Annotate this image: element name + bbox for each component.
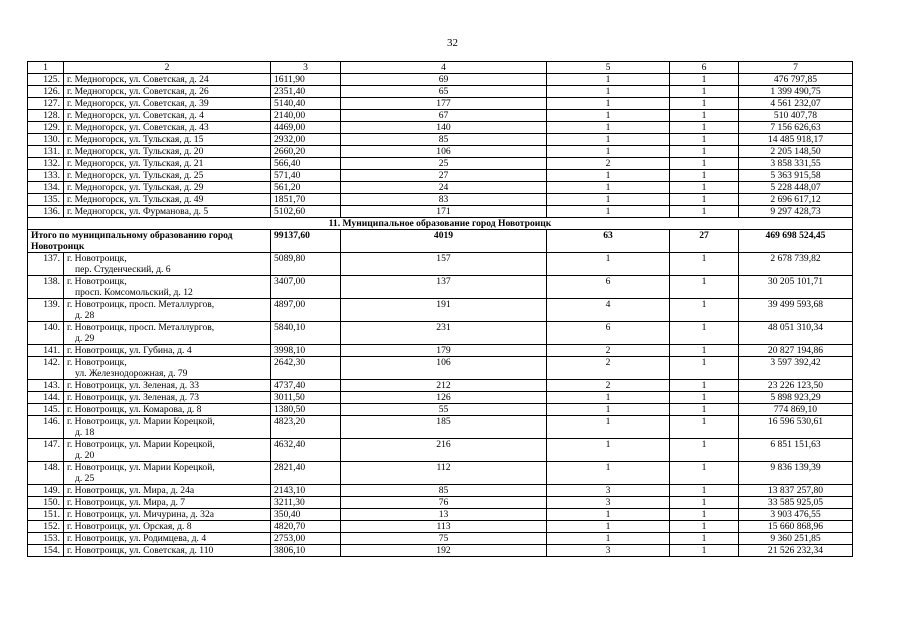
area-cell: 4737,40 <box>271 380 341 392</box>
area-cell: 5140,40 <box>271 98 341 110</box>
table-row <box>28 74 853 86</box>
address-line: г. Новотроицк, ул. Марии Корецкой, <box>67 439 215 450</box>
row-number: 141. <box>28 345 64 357</box>
amount-cell: 39 499 593,68 <box>739 299 853 322</box>
address-line: г. Медногорск, ул. Советская, д. 24 <box>67 74 209 85</box>
col4-cell: 177 <box>341 98 547 110</box>
col4-cell: 25 <box>341 158 547 170</box>
area-cell: 5089,80 <box>271 253 341 276</box>
col4-cell: 24 <box>341 182 547 194</box>
row-number: 142. <box>28 357 64 380</box>
row-number: 152. <box>28 521 64 533</box>
amount-cell: 15 660 868,96 <box>739 521 853 533</box>
address-line: г. Новотроицк, просп. Металлургов, <box>67 322 215 333</box>
amount-cell: 476 797,85 <box>739 74 853 86</box>
table-row <box>28 485 853 497</box>
housing-table <box>27 61 853 557</box>
total-amount: 469 698 524,45 <box>739 230 853 253</box>
area-cell: 1851,70 <box>271 194 341 206</box>
row-number: 129. <box>28 122 64 134</box>
col4-cell: 157 <box>341 253 547 276</box>
row-number: 154. <box>28 545 64 557</box>
address-line: ул. Железнодорожная, д. 79 <box>75 368 188 379</box>
table-header-row <box>28 62 853 74</box>
address-cell <box>64 110 271 122</box>
row-number: 125. <box>28 74 64 86</box>
row-number: 130. <box>28 134 64 146</box>
address-line: пер. Студенческий, д. 6 <box>75 264 171 275</box>
table-row <box>28 380 853 392</box>
table-row <box>28 182 853 194</box>
amount-cell: 2 696 617,12 <box>739 194 853 206</box>
address-line: г. Медногорск, ул. Советская, д. 43 <box>67 122 209 133</box>
header-cell: 2 <box>64 62 271 74</box>
amount-cell: 4 561 232,07 <box>739 98 853 110</box>
col5-cell: 2 <box>547 158 670 170</box>
col5-cell: 3 <box>547 485 670 497</box>
area-cell: 561,20 <box>271 182 341 194</box>
row-number: 146. <box>28 416 64 439</box>
col4-cell: 76 <box>341 497 547 509</box>
col4-cell: 212 <box>341 380 547 392</box>
col5-cell: 1 <box>547 253 670 276</box>
table-row <box>28 462 853 485</box>
col5-cell: 1 <box>547 416 670 439</box>
area-cell: 2351,40 <box>271 86 341 98</box>
area-cell: 4469,00 <box>271 122 341 134</box>
col6-cell: 1 <box>670 404 739 416</box>
col4-cell: 192 <box>341 545 547 557</box>
col4-cell: 65 <box>341 86 547 98</box>
address-cell <box>64 392 271 404</box>
address-cell <box>64 276 271 299</box>
table-row <box>28 146 853 158</box>
amount-cell: 510 407,78 <box>739 110 853 122</box>
table-row <box>28 122 853 134</box>
col6-cell: 1 <box>670 182 739 194</box>
section-header-row <box>28 218 853 230</box>
area-cell: 4632,40 <box>271 439 341 462</box>
table-row <box>28 345 853 357</box>
col5-cell: 1 <box>547 74 670 86</box>
header-cell: 3 <box>271 62 341 74</box>
address-line: г. Новотроицк, ул. Марии Корецкой, <box>67 416 215 427</box>
table-row <box>28 276 853 299</box>
address-cell <box>64 134 271 146</box>
amount-cell: 5 898 923,29 <box>739 392 853 404</box>
address-line: г. Новотроицк, ул. Комарова, д. 8 <box>67 404 202 415</box>
col4-cell: 13 <box>341 509 547 521</box>
table-row <box>28 497 853 509</box>
col5-cell: 1 <box>547 194 670 206</box>
table-row <box>28 134 853 146</box>
amount-cell: 30 205 101,71 <box>739 276 853 299</box>
col5-cell: 1 <box>547 170 670 182</box>
col5-cell: 1 <box>547 509 670 521</box>
col6-cell: 1 <box>670 521 739 533</box>
address-cell <box>64 206 271 218</box>
header-cell: 7 <box>739 62 853 74</box>
col6-cell: 1 <box>670 134 739 146</box>
col5-cell: 1 <box>547 182 670 194</box>
address-line: г. Новотроицк, ул. Орская, д. 8 <box>67 521 192 532</box>
col5-cell: 1 <box>547 439 670 462</box>
row-number: 139. <box>28 299 64 322</box>
address-line: г. Медногорск, ул. Тульская, д. 25 <box>67 170 204 181</box>
area-cell: 2140,00 <box>271 110 341 122</box>
amount-cell: 2 205 148,50 <box>739 146 853 158</box>
col5-cell: 1 <box>547 134 670 146</box>
col4-cell: 67 <box>341 110 547 122</box>
table-row <box>28 521 853 533</box>
address-line: д. 20 <box>75 450 95 461</box>
col6-cell: 1 <box>670 545 739 557</box>
total-col6: 27 <box>670 230 739 253</box>
table-row <box>28 299 853 322</box>
col4-cell: 179 <box>341 345 547 357</box>
table-row <box>28 509 853 521</box>
address-cell <box>64 122 271 134</box>
col5-cell: 1 <box>547 462 670 485</box>
row-number: 149. <box>28 485 64 497</box>
area-cell: 3806,10 <box>271 545 341 557</box>
col6-cell: 1 <box>670 158 739 170</box>
area-cell: 350,40 <box>271 509 341 521</box>
total-col4: 4019 <box>341 230 547 253</box>
row-number: 151. <box>28 509 64 521</box>
amount-cell: 23 226 123,50 <box>739 380 853 392</box>
table-row <box>28 170 853 182</box>
amount-cell: 2 678 739,82 <box>739 253 853 276</box>
area-cell: 3407,00 <box>271 276 341 299</box>
amount-cell: 774 869,10 <box>739 404 853 416</box>
address-cell <box>64 322 271 345</box>
address-cell <box>64 182 271 194</box>
address-line: д. 29 <box>75 333 95 344</box>
area-cell: 2932,00 <box>271 134 341 146</box>
col4-cell: 69 <box>341 74 547 86</box>
col6-cell: 1 <box>670 146 739 158</box>
table-row <box>28 98 853 110</box>
address-line: г. Новотроицк, <box>67 276 127 287</box>
amount-cell: 33 585 925,05 <box>739 497 853 509</box>
address-line: г. Новотроицк, просп. Металлургов, <box>67 299 215 310</box>
row-number: 153. <box>28 533 64 545</box>
address-line: г. Медногорск, ул. Фурманова, д. 5 <box>67 206 209 217</box>
amount-cell: 7 156 626,63 <box>739 122 853 134</box>
address-cell <box>64 253 271 276</box>
amount-cell: 9 836 139,39 <box>739 462 853 485</box>
table-row <box>28 533 853 545</box>
col6-cell: 1 <box>670 122 739 134</box>
address-cell <box>64 146 271 158</box>
col6-cell: 1 <box>670 439 739 462</box>
col5-cell: 1 <box>547 122 670 134</box>
table-row <box>28 545 853 557</box>
row-number: 143. <box>28 380 64 392</box>
col4-cell: 140 <box>341 122 547 134</box>
col6-cell: 1 <box>670 299 739 322</box>
col4-cell: 85 <box>341 485 547 497</box>
address-line: просп. Комсомольский, д. 12 <box>75 287 193 298</box>
address-line: г. Медногорск, ул. Тульская, д. 49 <box>67 194 204 205</box>
col5-cell: 3 <box>547 497 670 509</box>
area-cell: 2821,40 <box>271 462 341 485</box>
row-number: 132. <box>28 158 64 170</box>
amount-cell: 5 228 448,07 <box>739 182 853 194</box>
table-row <box>28 253 853 276</box>
amount-cell: 3 903 476,55 <box>739 509 853 521</box>
col6-cell: 1 <box>670 74 739 86</box>
table-row <box>28 110 853 122</box>
col5-cell: 1 <box>547 404 670 416</box>
row-number: 126. <box>28 86 64 98</box>
col6-cell: 1 <box>670 253 739 276</box>
address-cell <box>64 158 271 170</box>
col4-cell: 106 <box>341 357 547 380</box>
address-line: г. Новотроицк, ул. Мира, д. 7 <box>67 497 186 508</box>
amount-cell: 9 360 251,85 <box>739 533 853 545</box>
col6-cell: 1 <box>670 276 739 299</box>
col4-cell: 185 <box>341 416 547 439</box>
row-number: 148. <box>28 462 64 485</box>
col6-cell: 1 <box>670 322 739 345</box>
row-number: 144. <box>28 392 64 404</box>
col5-cell: 1 <box>547 533 670 545</box>
address-line: г. Новотроицк, ул. Марии Корецкой, <box>67 462 215 473</box>
col4-cell: 112 <box>341 462 547 485</box>
table-row <box>28 194 853 206</box>
col4-cell: 55 <box>341 404 547 416</box>
row-number: 128. <box>28 110 64 122</box>
address-line: д. 28 <box>75 310 95 321</box>
address-cell <box>64 485 271 497</box>
address-line: г. Медногорск, ул. Советская, д. 26 <box>67 86 209 97</box>
row-number: 134. <box>28 182 64 194</box>
col6-cell: 1 <box>670 345 739 357</box>
address-cell <box>64 299 271 322</box>
address-cell <box>64 380 271 392</box>
col5-cell: 4 <box>547 299 670 322</box>
address-cell <box>64 416 271 439</box>
area-cell: 5840,10 <box>271 322 341 345</box>
address-line: д. 18 <box>75 427 95 438</box>
address-cell <box>64 345 271 357</box>
col6-cell: 1 <box>670 485 739 497</box>
row-number: 150. <box>28 497 64 509</box>
col5-cell: 1 <box>547 146 670 158</box>
address-cell <box>64 86 271 98</box>
amount-cell: 21 526 232,34 <box>739 545 853 557</box>
col4-cell: 216 <box>341 439 547 462</box>
col6-cell: 1 <box>670 533 739 545</box>
area-cell: 566,40 <box>271 158 341 170</box>
table-row <box>28 439 853 462</box>
address-cell <box>64 521 271 533</box>
header-cell: 1 <box>28 62 64 74</box>
address-cell <box>64 98 271 110</box>
amount-cell: 14 485 918,17 <box>739 134 853 146</box>
amount-cell: 9 297 428,73 <box>739 206 853 218</box>
col6-cell: 1 <box>670 497 739 509</box>
amount-cell: 20 827 194,86 <box>739 345 853 357</box>
col5-cell: 2 <box>547 357 670 380</box>
address-line: г. Новотроицк, ул. Зеленая, д. 73 <box>67 392 200 403</box>
header-cell: 5 <box>547 62 670 74</box>
row-number: 145. <box>28 404 64 416</box>
area-cell: 5102,60 <box>271 206 341 218</box>
area-cell: 2642,30 <box>271 357 341 380</box>
col4-cell: 75 <box>341 533 547 545</box>
col4-cell: 106 <box>341 146 547 158</box>
col4-cell: 231 <box>341 322 547 345</box>
area-cell: 3011,50 <box>271 392 341 404</box>
address-line: г. Медногорск, ул. Тульская, д. 29 <box>67 182 204 193</box>
address-cell <box>64 509 271 521</box>
col6-cell: 1 <box>670 110 739 122</box>
address-cell <box>64 462 271 485</box>
amount-cell: 13 837 257,80 <box>739 485 853 497</box>
address-line: г. Новотроицк, ул. Советская, д. 110 <box>67 545 214 556</box>
col4-cell: 85 <box>341 134 547 146</box>
row-number: 133. <box>28 170 64 182</box>
col5-cell: 1 <box>547 98 670 110</box>
table-row <box>28 357 853 380</box>
table-row <box>28 86 853 98</box>
address-cell <box>64 74 271 86</box>
col5-cell: 1 <box>547 206 670 218</box>
address-line: г. Медногорск, ул. Советская, д. 39 <box>67 98 209 109</box>
table-row <box>28 206 853 218</box>
table-row <box>28 158 853 170</box>
col6-cell: 1 <box>670 194 739 206</box>
table-row <box>28 404 853 416</box>
address-line: г. Медногорск, ул. Тульская, д. 21 <box>67 158 204 169</box>
table-row <box>28 322 853 345</box>
col6-cell: 1 <box>670 509 739 521</box>
col6-cell: 1 <box>670 170 739 182</box>
area-cell: 1380,50 <box>271 404 341 416</box>
total-col5: 63 <box>547 230 670 253</box>
address-line: г. Новотроицк, ул. Мичурина, д. 32а <box>67 509 215 520</box>
address-cell <box>64 404 271 416</box>
col6-cell: 1 <box>670 206 739 218</box>
address-line: г. Медногорск, ул. Тульская, д. 15 <box>67 134 204 145</box>
area-cell: 2143,10 <box>271 485 341 497</box>
amount-cell: 48 051 310,34 <box>739 322 853 345</box>
address-line: г. Медногорск, ул. Советская, д. 4 <box>67 110 204 121</box>
col6-cell: 1 <box>670 98 739 110</box>
row-number: 138. <box>28 276 64 299</box>
section-title: 11. Муниципальное образование город Новотроицк <box>28 218 853 230</box>
row-number: 127. <box>28 98 64 110</box>
area-cell: 571,40 <box>271 170 341 182</box>
table-row <box>28 392 853 404</box>
col4-cell: 83 <box>341 194 547 206</box>
col5-cell: 1 <box>547 521 670 533</box>
address-line: г. Новотроицк, ул. Родимцева, д. 4 <box>67 533 207 544</box>
row-number: 137. <box>28 253 64 276</box>
col5-cell: 2 <box>547 345 670 357</box>
total-label: Итого по муниципальному образованию город Новотроицк <box>28 230 271 253</box>
page-number: 32 <box>447 37 458 49</box>
address-line: г. Новотроицк, ул. Мира, д. 24а <box>67 485 195 496</box>
area-cell: 4897,00 <box>271 299 341 322</box>
address-line: г. Новотроицк, ул. Губина, д. 4 <box>67 345 192 356</box>
address-line: г. Медногорск, ул. Тульская, д. 20 <box>67 146 204 157</box>
header-cell: 6 <box>670 62 739 74</box>
col5-cell: 2 <box>547 380 670 392</box>
row-number: 147. <box>28 439 64 462</box>
amount-cell: 3 858 331,55 <box>739 158 853 170</box>
address-line: г. Новотроицк, <box>67 253 127 264</box>
col5-cell: 1 <box>547 86 670 98</box>
area-cell: 3211,30 <box>271 497 341 509</box>
address-line: г. Новотроицк, ул. Зеленая, д. 33 <box>67 380 200 391</box>
row-number: 135. <box>28 194 64 206</box>
col6-cell: 1 <box>670 392 739 404</box>
col5-cell: 6 <box>547 322 670 345</box>
col4-cell: 171 <box>341 206 547 218</box>
area-cell: 4823,20 <box>271 416 341 439</box>
total-row <box>28 230 853 253</box>
row-number: 136. <box>28 206 64 218</box>
address-cell <box>64 497 271 509</box>
row-number: 140. <box>28 322 64 345</box>
col4-cell: 137 <box>341 276 547 299</box>
row-number: 131. <box>28 146 64 158</box>
col4-cell: 126 <box>341 392 547 404</box>
col6-cell: 1 <box>670 380 739 392</box>
amount-cell: 3 597 392,42 <box>739 357 853 380</box>
address-line: д. 25 <box>75 473 95 484</box>
amount-cell: 6 851 151,63 <box>739 439 853 462</box>
table-row <box>28 416 853 439</box>
col5-cell: 6 <box>547 276 670 299</box>
col6-cell: 1 <box>670 357 739 380</box>
col6-cell: 1 <box>670 86 739 98</box>
col4-cell: 191 <box>341 299 547 322</box>
area-cell: 4820,70 <box>271 521 341 533</box>
area-cell: 2660,20 <box>271 146 341 158</box>
amount-cell: 16 596 530,61 <box>739 416 853 439</box>
area-cell: 2753,00 <box>271 533 341 545</box>
col5-cell: 1 <box>547 110 670 122</box>
header-cell: 4 <box>341 62 547 74</box>
address-line: г. Новотроицк, <box>67 357 127 368</box>
col4-cell: 113 <box>341 521 547 533</box>
col6-cell: 1 <box>670 462 739 485</box>
amount-cell: 1 399 490,75 <box>739 86 853 98</box>
address-cell <box>64 357 271 380</box>
address-cell <box>64 545 271 557</box>
address-cell <box>64 194 271 206</box>
address-cell <box>64 170 271 182</box>
amount-cell: 5 363 915,58 <box>739 170 853 182</box>
total-area: 99137,60 <box>271 230 341 253</box>
address-cell <box>64 439 271 462</box>
address-cell <box>64 533 271 545</box>
area-cell: 1611,90 <box>271 74 341 86</box>
col5-cell: 3 <box>547 545 670 557</box>
col5-cell: 1 <box>547 392 670 404</box>
col4-cell: 27 <box>341 170 547 182</box>
area-cell: 3998,10 <box>271 345 341 357</box>
col6-cell: 1 <box>670 416 739 439</box>
